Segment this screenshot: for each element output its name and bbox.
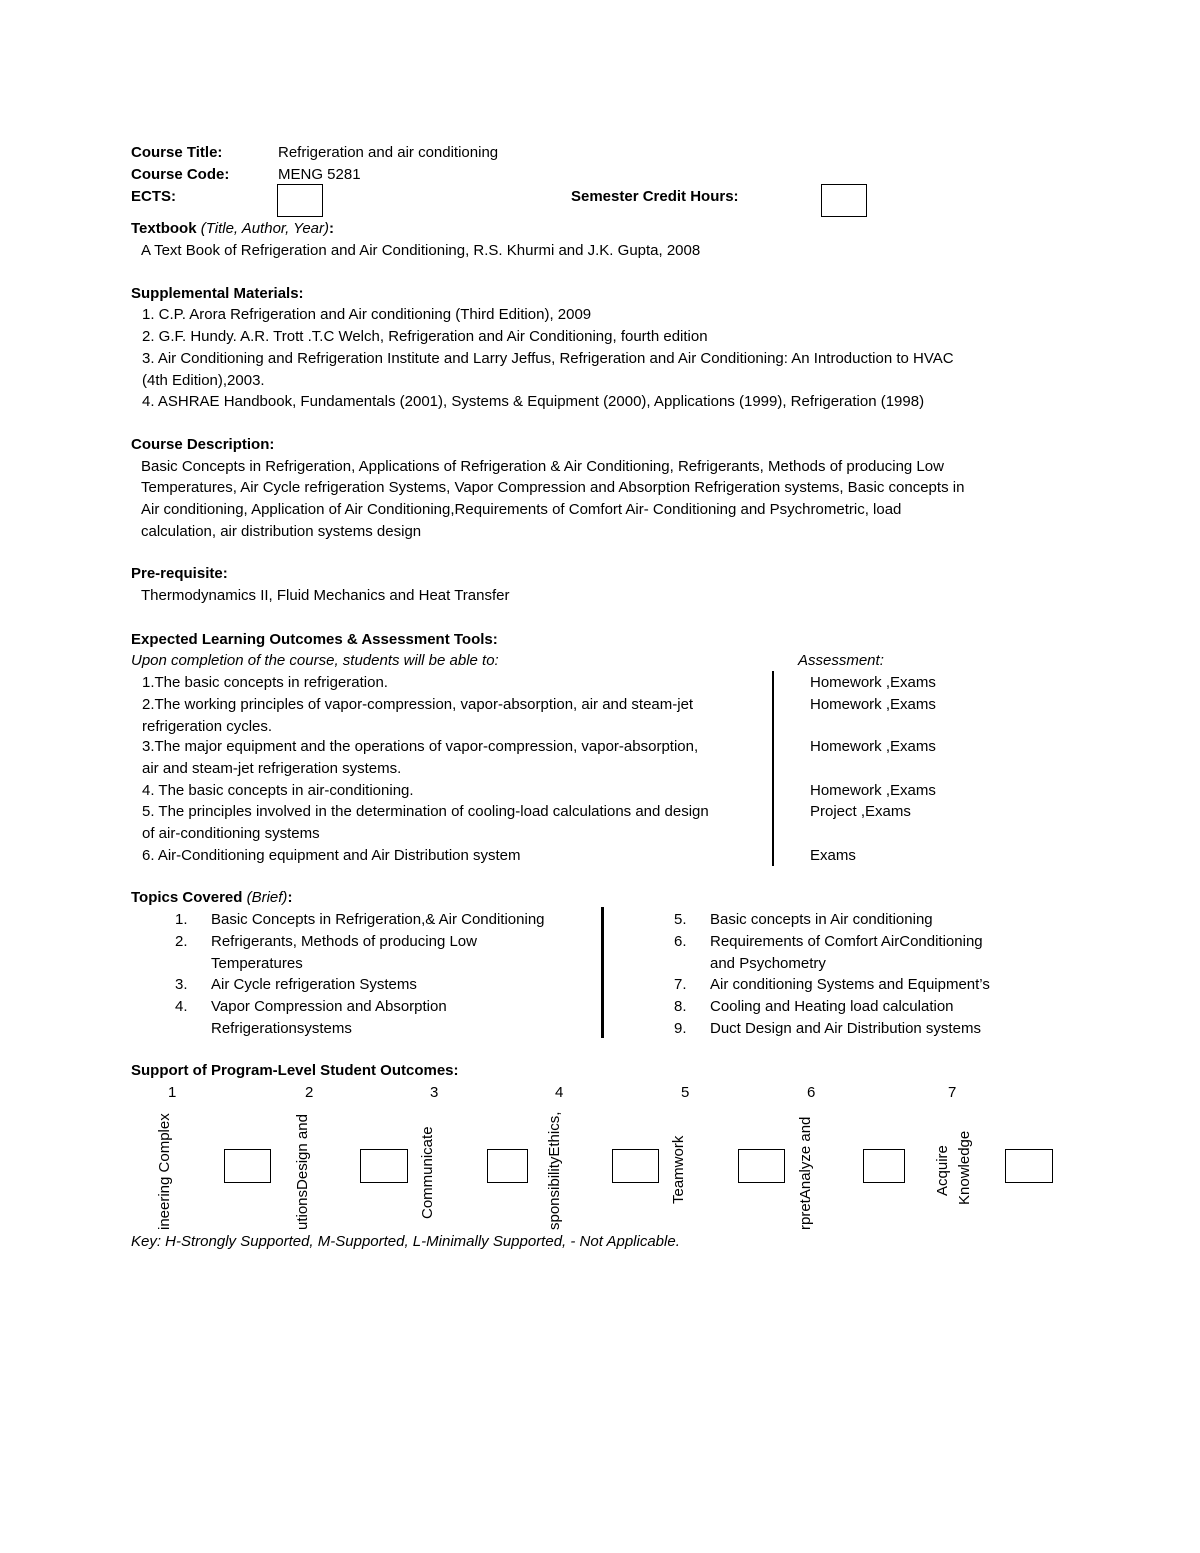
semester-credit-box[interactable] — [821, 184, 867, 217]
prerequisite-label: Pre-requisite: — [131, 565, 228, 582]
outcome-assessment: Homework ,Exams — [810, 674, 936, 691]
outcome-assessment: Homework ,Exams — [810, 696, 936, 713]
topic-number: 3. — [175, 976, 188, 993]
ects-box[interactable] — [277, 184, 323, 217]
supplemental-item: 3. Air Conditioning and Refrigeration Institute and Larry Jeffus, Refrigeration and Air Conditioning: An Introduction to HVAC — [142, 350, 954, 367]
topics-divider — [601, 907, 604, 1038]
topic-item: Requirements of Comfort AirConditioning — [710, 933, 983, 950]
supplemental-item: 1. C.P. Arora Refrigeration and Air conditioning (Third Edition), 2009 — [142, 306, 592, 323]
topic-number: 2. — [175, 933, 188, 950]
topic-item-cont: Temperatures — [211, 955, 303, 972]
course-code-label: Course Code: — [131, 166, 230, 183]
outcome-box-2[interactable] — [360, 1149, 408, 1183]
outcome-number: 5 — [681, 1084, 690, 1101]
outcome-item: 5. The principles involved in the determination of cooling-load calculations and design — [142, 803, 709, 820]
outcomes-intro: Upon completion of the course, students will be able to: — [131, 652, 499, 669]
outcome-box-4[interactable] — [612, 1149, 659, 1183]
topic-item: Air Cycle refrigeration Systems — [211, 976, 417, 993]
topic-item: Basic concepts in Air conditioning — [710, 911, 933, 928]
outcome-column-label-4: sponsibilityEthics, — [546, 1111, 563, 1230]
topic-number: 4. — [175, 998, 188, 1015]
outcome-item: 4. The basic concepts in air-conditioning. — [142, 782, 414, 799]
topic-item: Basic Concepts in Refrigeration,& Air Conditioning — [211, 911, 545, 928]
assessment-label: Assessment: — [798, 652, 884, 669]
topic-item: Cooling and Heating load calculation — [710, 998, 954, 1015]
outcome-item-cont: of air-conditioning systems — [142, 825, 320, 842]
outcome-box-1[interactable] — [224, 1149, 271, 1183]
outcome-number: 6 — [807, 1084, 816, 1101]
outcome-number: 3 — [430, 1084, 439, 1101]
outcome-item: 3.The major equipment and the operations of vapor-compression, vapor-absorption, — [142, 738, 699, 755]
course-title-label: Course Title: — [131, 144, 223, 161]
topic-number: 7. — [674, 976, 687, 993]
outcome-box-5[interactable] — [738, 1149, 785, 1183]
outcome-item-cont: refrigeration cycles. — [142, 718, 273, 735]
outcome-box-6[interactable] — [863, 1149, 905, 1183]
outcome-column-label-2: utionsDesign and — [294, 1114, 311, 1230]
outcome-item: 2.The working principles of vapor-compression, vapor-absorption, air and steam-jet — [142, 696, 694, 713]
topic-item: Air conditioning Systems and Equipment’s — [710, 976, 990, 993]
topics-label: Topics Covered (Brief): — [131, 889, 293, 906]
outcome-assessment: Homework ,Exams — [810, 738, 936, 755]
outcome-number: 1 — [168, 1084, 177, 1101]
key-text: Key: H-Strongly Supported, M-Supported, L-Minimally Supported, - Not Applicable. — [131, 1233, 680, 1250]
topic-number: 1. — [175, 911, 188, 928]
topic-number: 5. — [674, 911, 687, 928]
outcomes-label: Expected Learning Outcomes & Assessment Tools: — [131, 631, 498, 648]
outcome-column-label-3: Communicate — [419, 1126, 436, 1219]
supplemental-label: Supplemental Materials: — [131, 285, 304, 302]
description-line: Air conditioning, Application of Air Conditioning,Requirements of Comfort Air- Conditioning and Psychrometric, load — [141, 501, 902, 518]
prerequisite-value: Thermodynamics II, Fluid Mechanics and Heat Transfer — [141, 587, 510, 604]
outcome-column-label-1: ineering Complex — [156, 1113, 173, 1230]
outcome-item-cont: air and steam-jet refrigeration systems. — [142, 760, 402, 777]
description-line: Temperatures, Air Cycle refrigeration Systems, Vapor Compression and Absorption Refrigeration systems, Basic concepts in — [141, 479, 965, 496]
outcome-box-7[interactable] — [1005, 1149, 1053, 1183]
description-label: Course Description: — [131, 436, 275, 453]
outcome-assessment: Exams — [810, 847, 856, 864]
supplemental-item: 4. ASHRAE Handbook, Fundamentals (2001), Systems & Equipment (2000), Applications (1999), Refrigeration (1998) — [142, 393, 925, 410]
topic-item-cont: and Psychometry — [710, 955, 826, 972]
ects-label: ECTS: — [131, 188, 176, 205]
textbook-label: Textbook (Title, Author, Year): — [131, 220, 334, 237]
outcome-number: 7 — [948, 1084, 957, 1101]
semester-credit-label: Semester Credit Hours: — [571, 188, 739, 205]
outcome-item: 1.The basic concepts in refrigeration. — [142, 674, 388, 691]
outcome-column-label-5: Teamwork — [670, 1135, 687, 1204]
description-line: Basic Concepts in Refrigeration, Applications of Refrigeration & Air Conditioning, Refrigerants, Methods of producing Low — [141, 458, 944, 475]
outcome-number: 4 — [555, 1084, 564, 1101]
textbook-value: A Text Book of Refrigeration and Air Conditioning, R.S. Khurmi and J.K. Gupta, 2008 — [141, 242, 701, 259]
supplemental-item: (4th Edition),2003. — [142, 372, 265, 389]
outcome-assessment: Project ,Exams — [810, 803, 911, 820]
outcome-box-3[interactable] — [487, 1149, 528, 1183]
course-title-value: Refrigeration and air conditioning — [278, 144, 499, 161]
topic-item: Refrigerants, Methods of producing Low — [211, 933, 477, 950]
student-outcomes-label: Support of Program-Level Student Outcomes: — [131, 1062, 459, 1079]
topic-item: Duct Design and Air Distribution systems — [710, 1020, 981, 1037]
description-line: calculation, air distribution systems design — [141, 523, 422, 540]
outcome-column-label-6: rpretAnalyze and — [797, 1116, 814, 1230]
topic-item-cont: Refrigerationsystems — [211, 1020, 352, 1037]
outcome-item: 6. Air-Conditioning equipment and Air Distribution system — [142, 847, 521, 864]
topic-number: 9. — [674, 1020, 687, 1037]
outcome-number: 2 — [305, 1084, 314, 1101]
outcomes-divider — [772, 671, 774, 866]
topic-item: Vapor Compression and Absorption — [211, 998, 447, 1015]
course-code-value: MENG 5281 — [278, 166, 361, 183]
outcome-assessment: Homework ,Exams — [810, 782, 936, 799]
outcome-column-label-7: Acquire Knowledge — [934, 1130, 973, 1205]
topic-number: 8. — [674, 998, 687, 1015]
topic-number: 6. — [674, 933, 687, 950]
supplemental-item: 2. G.F. Hundy. A.R. Trott .T.C Welch, Refrigeration and Air Conditioning, fourth edition — [142, 328, 708, 345]
